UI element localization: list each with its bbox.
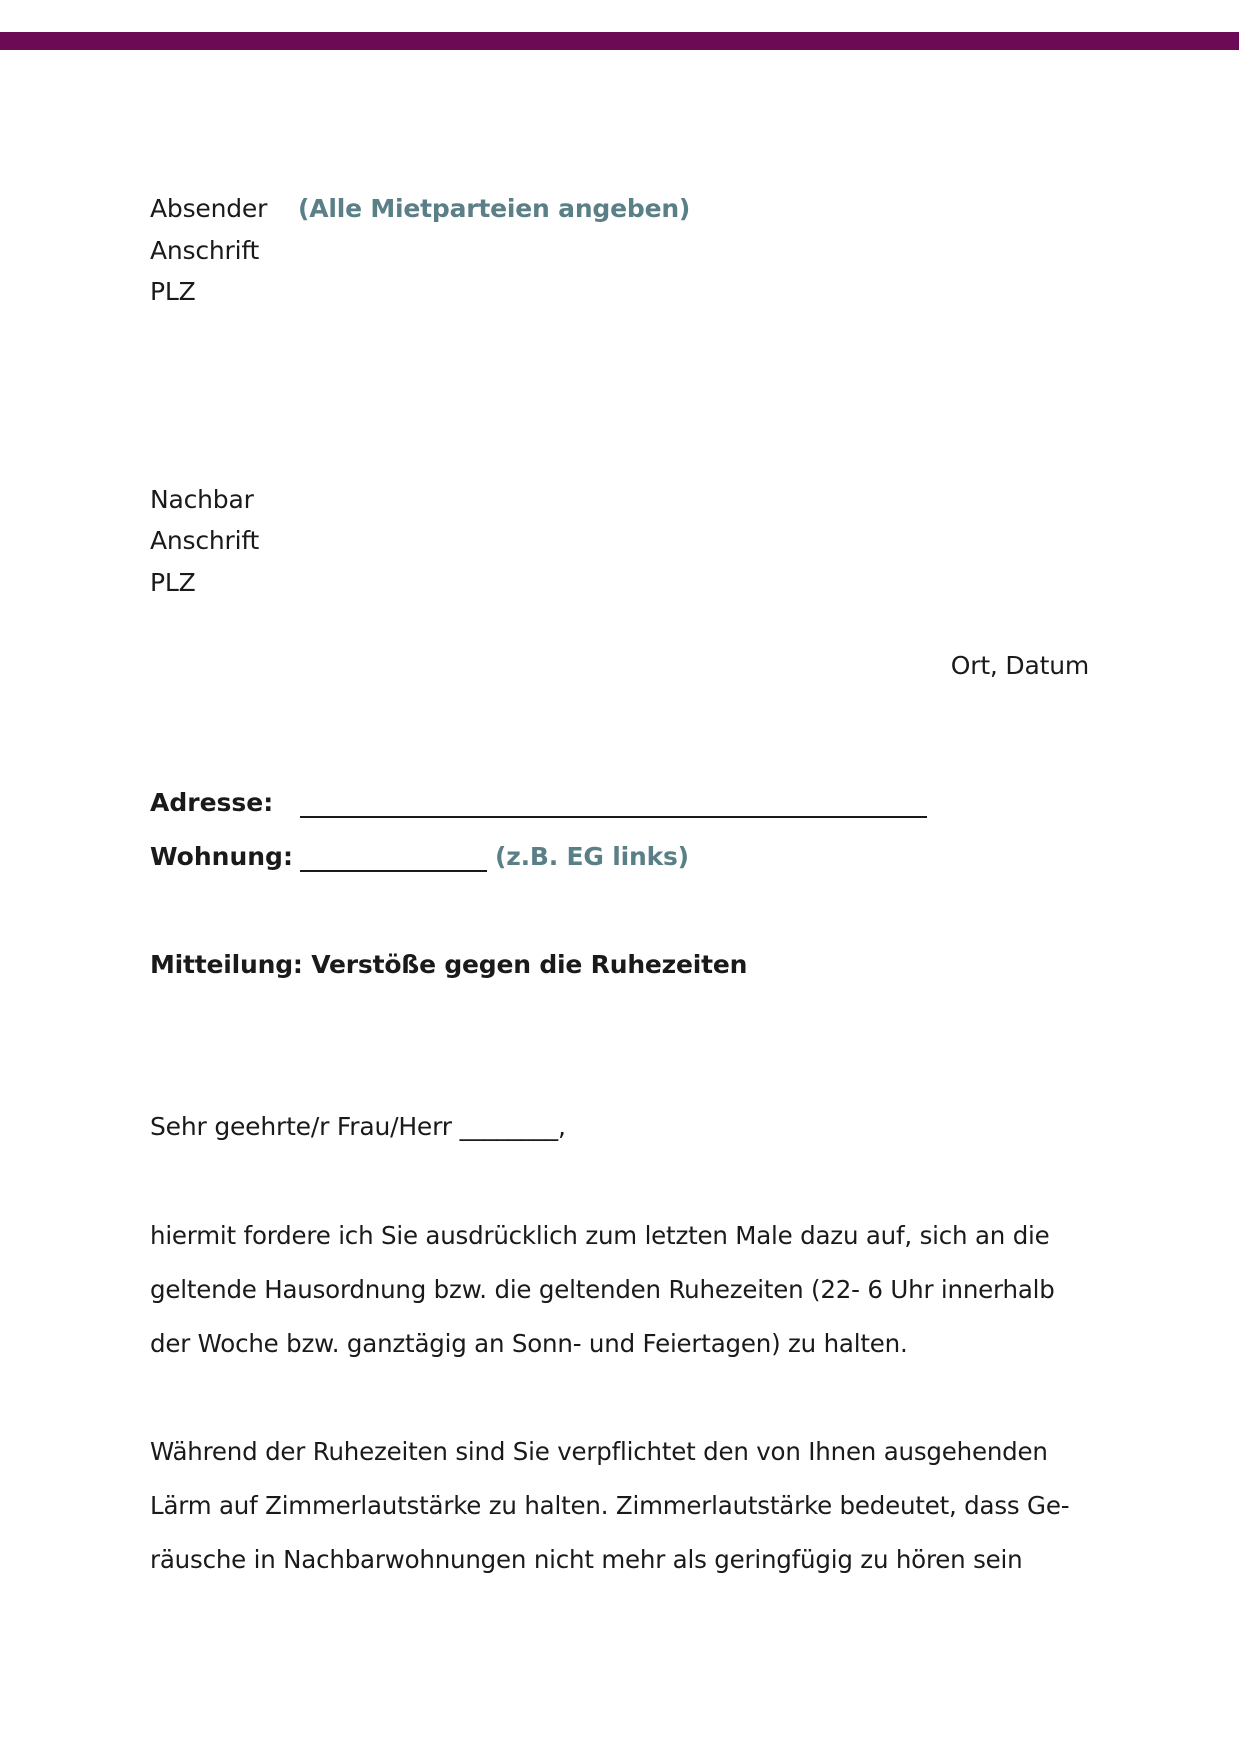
apartment-label: Wohnung: [150, 842, 293, 871]
paragraph2-line3: räusche in Nachbarwohnungen nicht mehr als geringfügig zu hören sein [150, 1545, 1023, 1574]
salutation: Sehr geehrte/r Frau/Herr ________, [150, 1112, 566, 1141]
place-date: Ort, Datum [950, 651, 1089, 680]
sender-hint: (Alle Mietparteien angeben) [298, 194, 691, 223]
paragraph1-line3: der Woche bzw. ganztägig an Sonn- und Feiertagen) zu halten. [150, 1329, 908, 1358]
paragraph2-line2: Lärm auf Zimmerlautstärke zu halten. Zimmerlautstärke bedeutet, dass Ge- [150, 1491, 1070, 1520]
recipient-zip: PLZ [150, 568, 196, 597]
address-label: Adresse: [150, 788, 274, 817]
paragraph2-line1: Während der Ruhezeiten sind Sie verpflichtet den von Ihnen ausgehenden [150, 1437, 1048, 1466]
paragraph1-line1: hiermit fordere ich Sie ausdrücklich zum letzten Male dazu auf, sich an die [150, 1221, 1050, 1250]
address-blank-line [300, 816, 927, 818]
sender-name: Absender [150, 194, 268, 223]
paragraph1-line2: geltende Hausordnung bzw. die geltenden Ruhezeiten (22- 6 Uhr innerhalb [150, 1275, 1055, 1304]
apartment-blank-line [300, 870, 487, 872]
sender-address: Anschrift [150, 236, 260, 265]
top-accent-bar [0, 32, 1239, 50]
apartment-hint: (z.B. EG links) [495, 842, 689, 871]
subject-line: Mitteilung: Verstöße gegen die Ruhezeiten [150, 950, 748, 979]
recipient-name: Nachbar [150, 485, 254, 514]
recipient-address: Anschrift [150, 526, 260, 555]
sender-zip: PLZ [150, 277, 196, 306]
